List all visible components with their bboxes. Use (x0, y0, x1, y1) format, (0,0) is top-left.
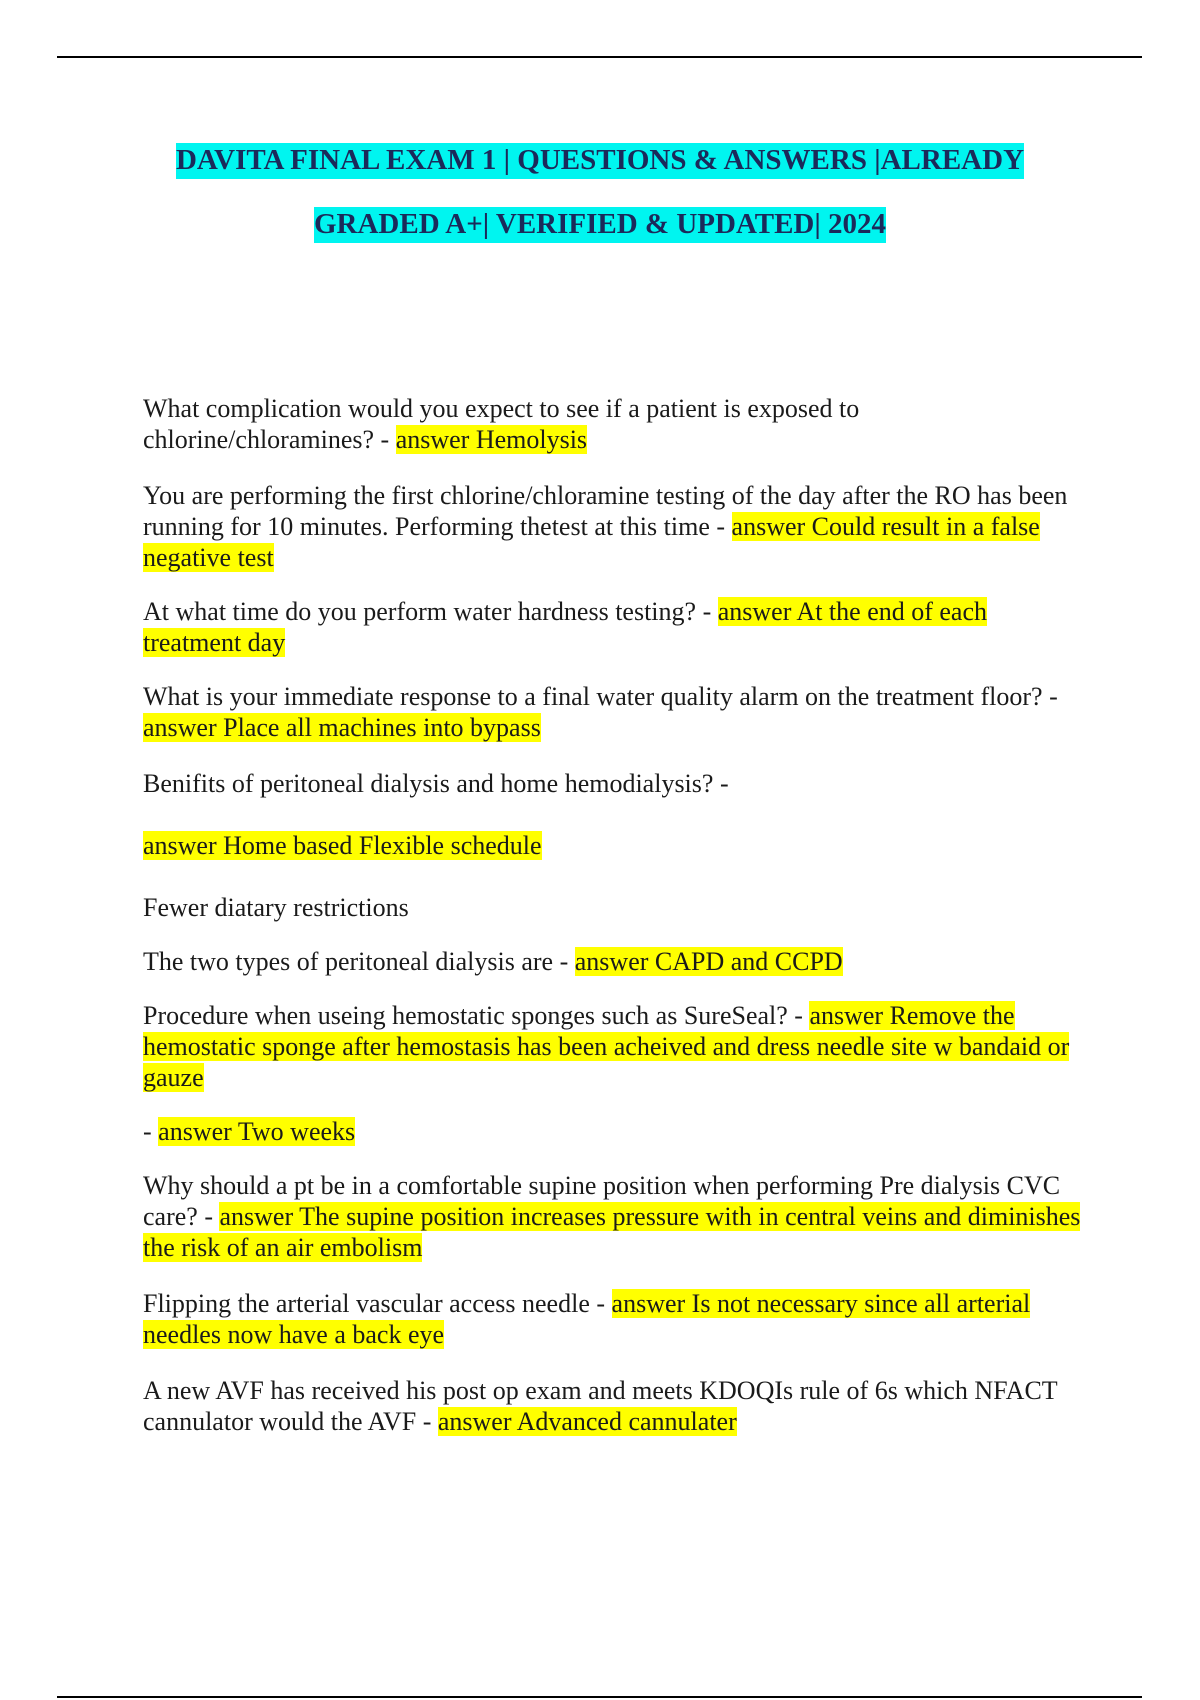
question-text: The two types of peritoneal dialysis are - (143, 947, 575, 976)
qa-item (143, 1000, 1083, 1093)
question-text: You are performing the first chlorine/chloramine testing of the day after the RO has been running for 10 minutes. Performing thetest at this time - (143, 481, 1068, 541)
title-line-1: DAVITA FINAL EXAM 1 | QUESTIONS & ANSWERS |ALREADY (176, 143, 1024, 179)
answer-text: answer The supine position increases pressure with in central veins and diminishes the risk of an air embolism (143, 1202, 1081, 1262)
qa-item (143, 830, 1083, 861)
qa-item (143, 1375, 1083, 1437)
qa-item (143, 1116, 1083, 1147)
answer-text: answer Remove the hemostatic sponge after hemostasis has been acheived and dress needle site w bandaid or gauze (143, 1001, 1070, 1092)
qa-item (143, 768, 1083, 799)
answer-text: answer At the end of each treatment day (143, 597, 988, 657)
answer-text: answer CAPD and CCPD (574, 947, 843, 976)
answer-text: answer Is not necessary since all arterial needles now have a back eye (143, 1289, 1031, 1349)
question-text: Benifits of peritoneal dialysis and home hemodialysis? - (143, 769, 729, 798)
top-rule (57, 56, 1142, 58)
qa-item (143, 393, 1083, 455)
answer-text: answer Home based Flexible schedule (143, 831, 542, 860)
question-text: At what time do you perform water hardness testing? - (143, 597, 718, 626)
question-text: - (143, 1117, 159, 1146)
bottom-rule (57, 1696, 1142, 1698)
qa-item (143, 596, 1083, 658)
question-text: Procedure when useing hemostatic sponges such as SureSeal? - (143, 1001, 810, 1030)
answer-text: answer Place all machines into bypass (143, 713, 541, 742)
question-text: Why should a pt be in a comfortable supine position when performing Pre dialysis CVC care? - (143, 1171, 1061, 1231)
qa-item (143, 946, 1083, 977)
question-text: Flipping the arterial vascular access needle - (143, 1289, 612, 1318)
qa-item (143, 1288, 1083, 1350)
qa-list (143, 393, 1083, 1462)
answer-text: answer Could result in a false negative test (143, 512, 1040, 572)
question-text: A new AVF has received his post op exam and meets KDOQIs rule of 6s which NFACT cannulator would the AVF - (143, 1376, 1058, 1436)
qa-item (143, 1170, 1083, 1263)
document-title (0, 128, 1200, 256)
question-text: What complication would you expect to see if a patient is exposed to chlorine/chloramines? - (143, 394, 860, 454)
qa-item (143, 681, 1083, 743)
answer-text: answer Two weeks (158, 1117, 356, 1146)
question-text: What is your immediate response to a final water quality alarm on the treatment floor? - (143, 682, 1058, 711)
answer-text: answer Advanced cannulater (437, 1407, 737, 1436)
title-line-2: GRADED A+| VERIFIED & UPDATED| 2024 (314, 207, 886, 243)
qa-item (143, 892, 1083, 923)
question-text: Fewer diatary restrictions (143, 893, 409, 922)
qa-item (143, 480, 1083, 573)
answer-text: answer Hemolysis (395, 425, 588, 454)
